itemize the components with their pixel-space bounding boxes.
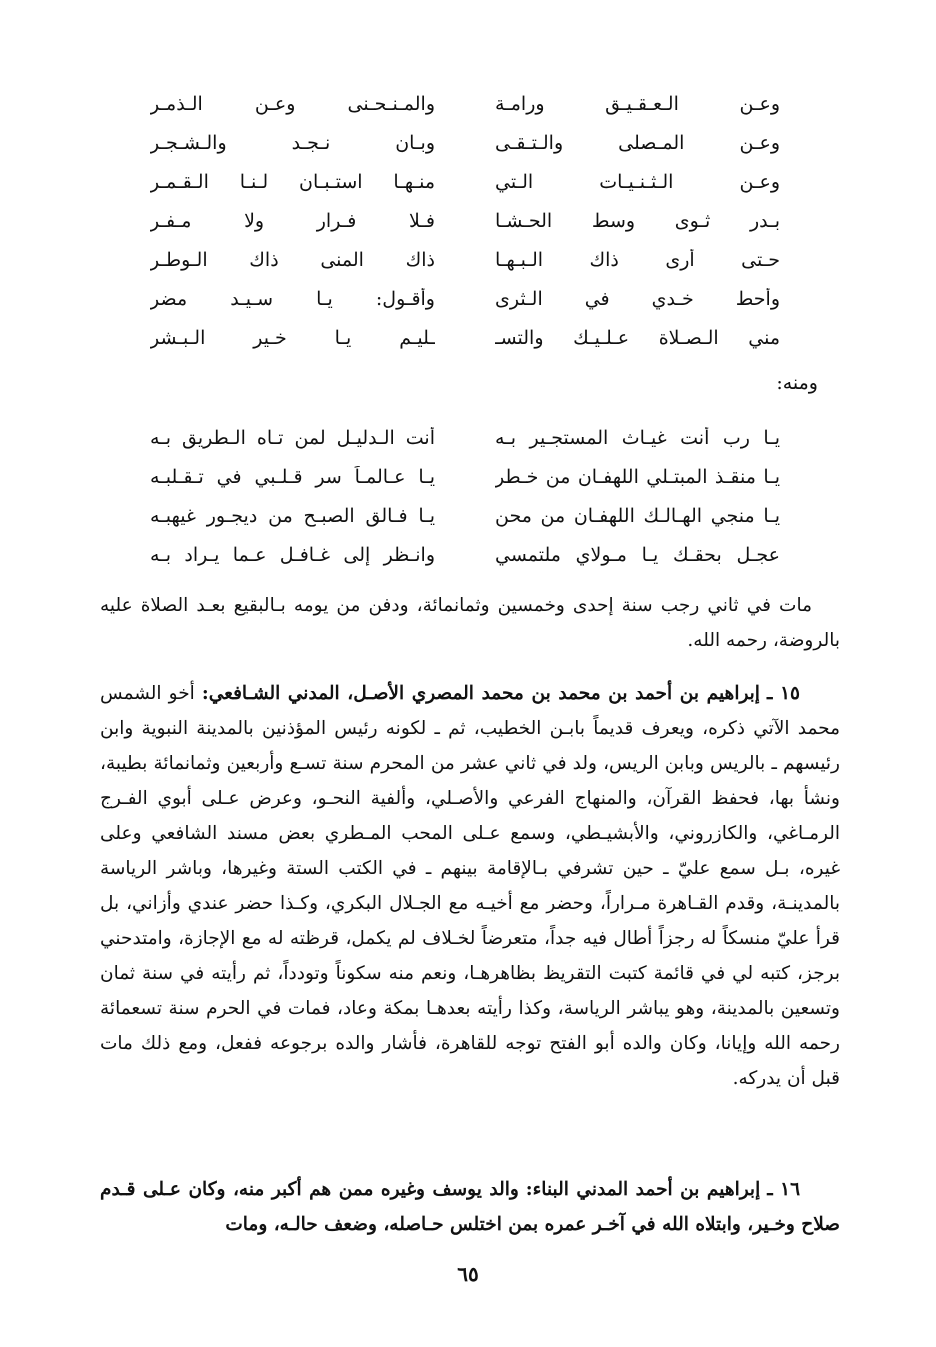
entry-16-number: ١٦ ـ xyxy=(767,1179,801,1200)
entry-16-paragraph xyxy=(100,1172,840,1242)
poem1-first-hemistich: وعـن الـثـنـيـات الـتي xyxy=(495,170,780,193)
poem1-second-hemistich: وأقـول: يـا سـيـد مضر xyxy=(150,287,435,310)
death-note-text: مات في ثاني رجب سنة إحدى وخمسين وثمانمائة، ودفن من يومه بـالبقيع بعـد الصلاة عليه بالروضة، رحمه الله. xyxy=(100,595,840,651)
poem2-first-hemistich: عجـل بحقـك يـا مـولاي ملتمسي xyxy=(495,543,780,566)
poem2-verse xyxy=(150,457,780,496)
poem1-first-hemistich: حـتى أرى ذاك الـبـهـا xyxy=(495,248,780,271)
poem1-verse xyxy=(150,162,780,201)
poem1-verse xyxy=(150,123,780,162)
poem1-verse xyxy=(150,318,780,357)
poem2-first-hemistich: يـا منجي الهـالـك اللهفـان من محن xyxy=(495,504,780,527)
poem1-first-hemistich: وعـن الـعـقـيـق ورامـة xyxy=(495,92,780,115)
poem2-second-hemistich: يـا فـالق الصبـح من ديجـور غيهبـه xyxy=(150,504,435,527)
poem1-second-hemistich: ذاك المنى ذاك الـوطـر xyxy=(150,248,435,271)
poem1-verse xyxy=(150,201,780,240)
poem2-verse xyxy=(150,496,780,535)
poem1-verse xyxy=(150,240,780,279)
poem1-first-hemistich: بـدر ثـوى وسط الحـشـا xyxy=(495,209,780,232)
poem1-second-hemistich: وبـان نـجـد والـشـجـر xyxy=(150,131,435,154)
poem-block-1 xyxy=(150,84,780,357)
poem2-first-hemistich: يـا رب أنت غيـاث المستجـير بـه xyxy=(495,426,780,449)
poem-block-2 xyxy=(150,418,780,574)
poem1-second-hemistich: والمـنـحـنى وعـن الـذمـر xyxy=(150,92,435,115)
poem1-first-hemistich: وعـن المـصلى والـتـقـى xyxy=(495,131,780,154)
poem1-first-hemistich: مني الـصـلاة عـلـيـك والتسـ xyxy=(495,326,780,349)
poem1-second-hemistich: فـلا فـرار ولا مـفـر xyxy=(150,209,435,232)
poem2-verse xyxy=(150,418,780,457)
poem2-second-hemistich: وانـظر إلى غـافـل عـما يـراد بـه xyxy=(150,543,435,566)
entry-15-name: إبراهيم بن أحمد بن محمد بن محمد المصري الأصـل، المدني الشـافعي: xyxy=(201,683,760,704)
poem2-second-hemistich: أنت الـدليـل لمن تـاه الـطريق بـه xyxy=(150,426,435,449)
poem2-first-hemistich: يـا منقـذ المبتـلي اللهفـان من خـطر xyxy=(495,465,780,488)
entry-16-name: إبراهيم بن أحمد المدني البناء: xyxy=(525,1179,761,1200)
page-number: ٦٥ xyxy=(457,1262,479,1286)
entry-15-number: ١٥ ـ xyxy=(767,683,800,704)
poem1-verse xyxy=(150,279,780,318)
entry-15 xyxy=(100,676,840,1096)
poem1-verse xyxy=(150,84,780,123)
section-label: ومنه: xyxy=(776,372,818,394)
entry-15-paragraph xyxy=(100,676,840,1096)
entry-16-text: والد يوسف وغيره ممن هم أكبر منه، وكان عـلى قـدم صلاح وخـير، وابتلاه الله في آخـر عمره بمن اختلس حـاصله، وضعف حالـه، ومات xyxy=(100,1179,840,1235)
entry-16 xyxy=(100,1172,840,1242)
poem2-second-hemistich: يـا عـالمـاً سر قـلـبي في تـقـلبـه xyxy=(150,465,435,488)
poem1-second-hemistich: ـليـم يـا خـير الـبـشر xyxy=(150,326,435,349)
death-note xyxy=(100,588,840,658)
poem2-verse xyxy=(150,535,780,574)
poem1-first-hemistich: وأحط خـدي في الـثرى xyxy=(495,287,780,310)
entry-15-text: أخو الشمس محمد الآتي ذكره، ويعرف قديماً بابـن الخطيب، ثم ـ لكونه رئيس المؤذنين بالمدينة النبوية وابن رئيسهم ـ بالريس وبابن الريس، ولد في ثاني عشر من المحرم سنة تسـع وأربعين وثمانمائة بطيبة، ونشأ بها، فحفظ القرآن، والمنهاج الفرعي والأصـلي، وألفية النحـو، وعرض عـلى أبوي الفـرج الرمـاغي، والكازروني، والأبشيـطي، وسمع عـلى المحب المـطري بعض مسند الشافعي وعلى غيره، بـل سمع عليّ ـ حين تشرفي بـالإقامة بينهم ـ في الكتب الستة وغيرها، وباشر الرياسة بالمدينـة، وقدم القـاهرة مـراراً، وحضر مع أخيـه مع الجـلال البكري، وكـذا حضر عندي وأزاني، بل قرأ عليّ منسكاً له رجزاً أطال فيه جداً، متعرضاً لخـلاف لم يكمل، قرظته له مع الإجازة، وامتدحني برجز، كتبه لي في قائمة كتبت التقريظ بظاهرهـا، ونعم منه سكوناً وتودداً، ثم رأيته في سنة ثمان وتسعين بالمدينة، وهو يباشر الرياسة، وكذا رأيته بعدهـا بمكة وعاد، فمات في الحرم سنة تسعمائة رحمه الله وإيانا، وكان والده أبو الفتح توجه للقاهرة، فأشار والده برجوعه ففعل، ومع ذلك مات قبل أن يدركه. xyxy=(100,683,840,1089)
poem1-second-hemistich: منـهـا استـبـان لـنـا الـقـمـر xyxy=(150,170,435,193)
